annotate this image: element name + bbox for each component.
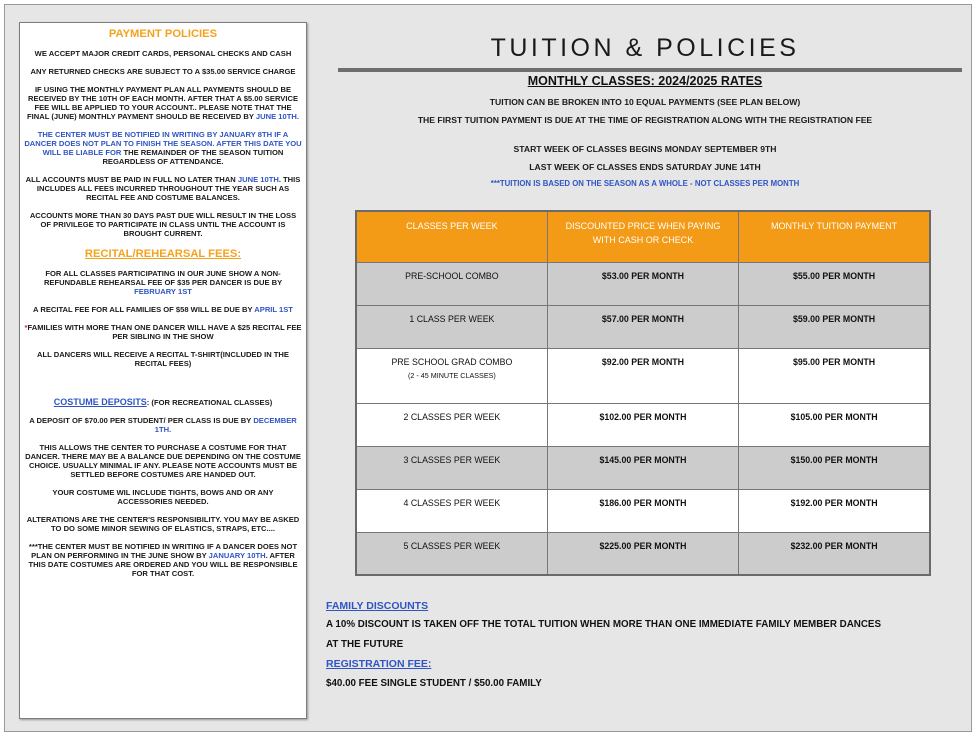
table-row	[356, 489, 930, 532]
recital-fees-title: RECITAL/REHEARSAL FEES:	[84, 248, 242, 260]
discounted-price-cell: $102.00 PER MONTH	[547, 403, 738, 446]
table-row	[356, 262, 930, 305]
rates-title: MONTHLY CLASSES: 2024/2025 RATES	[527, 74, 763, 88]
table-row	[356, 348, 930, 403]
recital-family-fee: A RECITAL FEE FOR ALL FAMILIES OF $58 WILL BE DUE BY APRIL 1ST	[33, 305, 293, 314]
policy-past-due: ACCOUNTS MORE THAN 30 DAYS PAST DUE WILL RESULT IN THE LOSS OF PRIVILEGE TO PARTICIPATE IN CLASS UNTIL THE ACCOUNT IS BROUGHT CURRENT.	[29, 211, 297, 238]
payment-policies-title: PAYMENT POLICIES	[108, 28, 218, 40]
family-discounts-link[interactable]: FAMILY DISCOUNTS	[326, 600, 429, 612]
policy-returned-checks: ANY RETURNED CHECKS ARE SUBJECT TO A $35.00 SERVICE CHARGE	[30, 67, 296, 76]
registration-fee-link[interactable]: REGISTRATION FEE:	[326, 658, 432, 670]
costume-alterations: ALTERATIONS ARE THE CENTER'S RESPONSIBILITY. YOU MAY BE ASKED TO DO SOME MINOR SEWING OF ELASTICS, STRAPS, ETC....	[26, 515, 300, 533]
class-cell: 4 CLASSES PER WEEK	[356, 489, 547, 532]
costume-deposits-heading: COSTUME DEPOSITS: (FOR RECREATIONAL CLASSES)	[53, 397, 273, 407]
page-title: TUITION & POLICIES	[490, 34, 800, 62]
class-label: PRE SCHOOL GRAD COMBO	[391, 356, 513, 367]
tuition-note: ***TUITION IS BASED ON THE SEASON AS A WHOLE - NOT CLASSES PER MONTH	[490, 179, 800, 188]
policy-paid-in-full: ALL ACCOUNTS MUST BE PAID IN FULL NO LATER THAN JUNE 10TH. THIS INCLUDES ALL FEES INCURRED THROUGHOUT THE YEAR SUCH AS RECITAL FEE AND COSTUME BALANCES.	[25, 175, 301, 202]
table-header-row	[356, 211, 930, 262]
costume-deposits-link[interactable]: COSTUME DEPOSITS	[53, 397, 147, 407]
policy-withdrawal: THE CENTER MUST BE NOTIFIED IN WRITING BY JANUARY 8TH IF A DANCER DOES NOT PLAN TO FINISH THE SEASON. AFTER THIS DATE YOU WILL BE LIABLE FOR THE REMAINDER OF THE SEASON TUITION REGARDLESS OF ATTENDANCE.	[24, 130, 302, 166]
class-cell: 2 CLASSES PER WEEK	[356, 403, 547, 446]
info-start-week: START WEEK OF CLASSES BEGINS MONDAY SEPTEMBER 9TH	[513, 144, 777, 154]
table-row	[356, 305, 930, 348]
class-cell: 5 CLASSES PER WEEK	[356, 532, 547, 575]
discounted-price-cell: $225.00 PER MONTH	[547, 532, 738, 575]
table-row	[356, 403, 930, 446]
monthly-price-cell: $55.00 PER MONTH	[739, 262, 930, 305]
registration-fee-text: $40.00 FEE SINGLE STUDENT / $50.00 FAMILY	[326, 678, 542, 689]
info-first-payment: THE FIRST TUITION PAYMENT IS DUE AT THE TIME OF REGISTRATION ALONG WITH THE REGISTRATION FEE	[417, 115, 873, 125]
monthly-price-cell: $59.00 PER MONTH	[739, 305, 930, 348]
rates-table	[355, 210, 931, 576]
class-cell: PRE-SCHOOL COMBO	[356, 262, 547, 305]
monthly-price-cell: $95.00 PER MONTH	[739, 348, 930, 403]
family-discount-text: A 10% DISCOUNT IS TAKEN OFF THE TOTAL TUITION WHEN MORE THAN ONE IMMEDIATE FAMILY MEMBER DANCES AT THE FUTURE	[326, 619, 881, 650]
title-divider	[338, 68, 962, 72]
class-cell: 3 CLASSES PER WEEK	[356, 446, 547, 489]
discounted-price-cell: $145.00 PER MONTH	[547, 446, 738, 489]
col-header-monthly: MONTHLY TUITION PAYMENT	[739, 211, 930, 262]
class-cell	[356, 348, 547, 403]
costume-notify: ***THE CENTER MUST BE NOTIFIED IN WRITING IF A DANCER DOES NOT PLAN ON PERFORMING IN THE JUNE SHOW BY JANUARY 10TH. AFTER THIS DATE COSTUMES ARE ORDERED AND YOU WILL BE RESPONSIBLE FOR THAT COST.	[28, 542, 298, 578]
policy-monthly-plan: IF USING THE MONTHLY PAYMENT PLAN ALL PAYMENTS SHOULD BE RECEIVED BY THE 10TH OF EACH MONTH. AFTER THAT A $5.00 SERVICE FEE WILL BE APPLIED TO YOUR ACCOUNT.. PLEASE NOTE THAT THE FINAL (JUNE) MONTHLY PAYMENT SHOULD BE RECEIVED BY JUNE 10TH.	[27, 85, 299, 121]
info-last-week: LAST WEEK OF CLASSES ENDS SATURDAY JUNE 14TH	[529, 162, 761, 172]
col-header-discounted: DISCOUNTED PRICE WHEN PAYING WITH CASH OR CHECK	[547, 211, 738, 262]
costume-purchase-note: THIS ALLOWS THE CENTER TO PURCHASE A COSTUME FOR THAT DANCER. THERE MAY BE A BALANCE DUE DEPENDING ON THE COSTUME CHOICE. USUALLY MINIMAL IF ANY. PLEASE NOTE ACCOUNTS MUST BE SETTLED BEFORE COSTUMES ARE HANDED OUT.	[25, 443, 301, 479]
discounted-price-cell: $53.00 PER MONTH	[547, 262, 738, 305]
costume-includes: YOUR COSTUME WIL INCLUDE TIGHTS, BOWS AND OR ANY ACCESSORIES NEEDED.	[52, 488, 274, 506]
class-cell: 1 CLASS PER WEEK	[356, 305, 547, 348]
info-payments: TUITION CAN BE BROKEN INTO 10 EQUAL PAYMENTS (SEE PLAN BELOW)	[489, 97, 801, 107]
table-row	[356, 446, 930, 489]
recital-tshirt: ALL DANCERS WILL RECEIVE A RECITAL T-SHIRT(INCLUDED IN THE RECITAL FEES)	[36, 350, 289, 368]
policies-panel	[19, 22, 307, 719]
policy-payment-methods: WE ACCEPT MAJOR CREDIT CARDS, PERSONAL CHECKS AND CASH	[34, 49, 292, 58]
discounted-price-cell: $57.00 PER MONTH	[547, 305, 738, 348]
class-sublabel: (2 - 45 MINUTE CLASSES)	[407, 370, 496, 380]
table-row	[356, 532, 930, 575]
costume-deposit-amount: A DEPOSIT OF $70.00 PER STUDENT/ PER CLASS IS DUE BY DECEMBER 1TH.	[29, 416, 297, 434]
col-header-classes: CLASSES PER WEEK	[356, 211, 547, 262]
monthly-price-cell: $232.00 PER MONTH	[739, 532, 930, 575]
discounted-price-cell: $92.00 PER MONTH	[547, 348, 738, 403]
recital-sibling-fee: *FAMILIES WITH MORE THAN ONE DANCER WILL HAVE A $25 RECITAL FEE PER SIBLING IN THE SHOW	[24, 323, 302, 341]
monthly-price-cell: $192.00 PER MONTH	[739, 489, 930, 532]
recital-rehearsal-fee: FOR ALL CLASSES PARTICIPATING IN OUR JUNE SHOW A NON-REFUNDABLE REHEARSAL FEE OF $35 PER DANCER IS DUE BY FEBRUARY 1ST	[43, 269, 283, 296]
monthly-price-cell: $105.00 PER MONTH	[739, 403, 930, 446]
discounted-price-cell: $186.00 PER MONTH	[547, 489, 738, 532]
monthly-price-cell: $150.00 PER MONTH	[739, 446, 930, 489]
